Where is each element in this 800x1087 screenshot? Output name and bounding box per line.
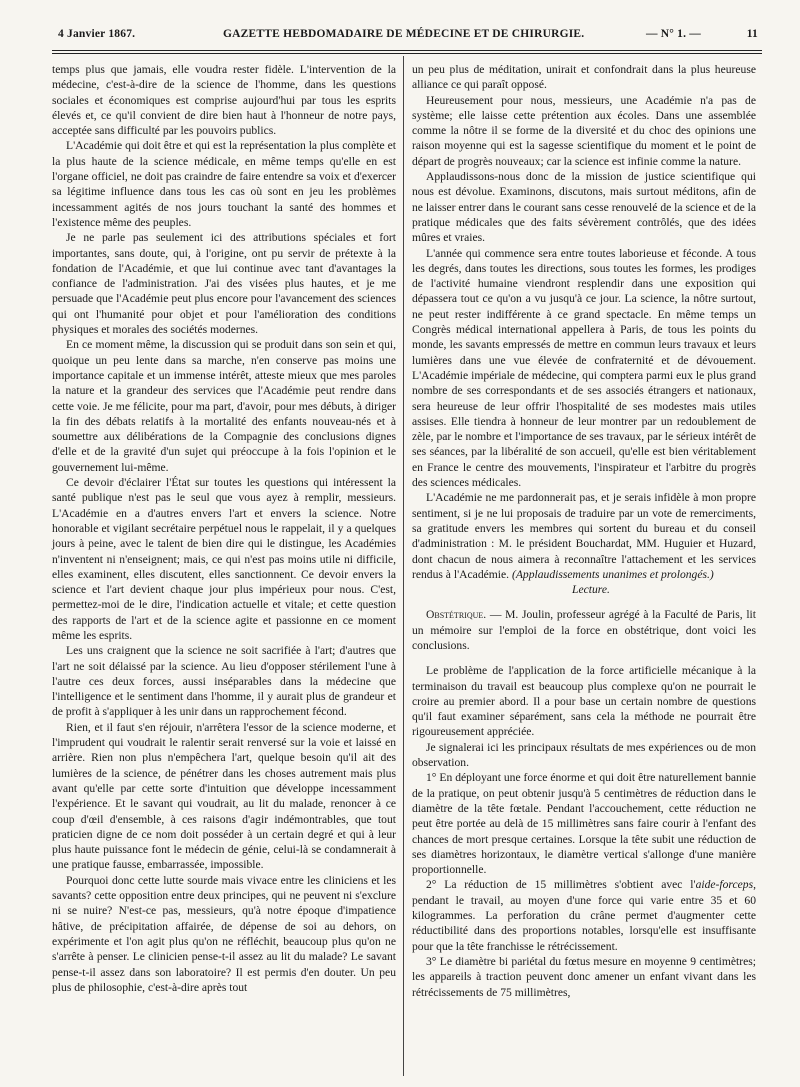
- applause-note: (Applaudissements unanimes et prolongés.): [511, 567, 714, 581]
- header-title: GAZETTE HEBDOMADAIRE DE MÉDECINE ET DE CHIRURGIE.: [223, 28, 585, 40]
- left-column: [52, 62, 396, 995]
- paragraph: [412, 877, 756, 953]
- paragraph: L'année qui commence sera entre toutes laborieuse et féconde. A tous les degrés, dans toutes les directions, sous toutes les formes, les prodiges de l'activité humaine viendront resplendir dans une exposition qui dépassera tout ce qu'on a vu jusqu'à ce jour. La science, la nôtre surtout, ne peut rester indifférente à ce grand spectacle. En même temps un Congrès médical international appellera à Paris, de tous les points du monde, les savants empressés de mettre en commun leurs travaux et leurs lumières dans une vue élevée de confraternité et de dévouement. L'Académie impériale de médecine, qui comptera parmi eux le plus grand nombre de ses correspondants et de ses associés étrangers et nationaux, sera heureuse de leur offrir l'hospitalité de ses modestes mais utiles assises. Elle tiendra à honneur de leur montrer par un redoublement de zèle, par le nombre et l'importance de ses travaux, par le sérieux intérêt de ses séances, par la libéralité de son accueil, qu'elle est bien véritablement en France le centre des mouvements, l'inspirateur et l'arbitre du progrès des sciences médicales.: [412, 246, 756, 490]
- paragraph: un peu plus de méditation, unirait et confondrait dans la plus heureuse alliance ce qui paraît opposé.: [412, 63, 756, 92]
- running-header: [58, 28, 758, 48]
- paragraph: [412, 490, 756, 582]
- section-heading: Lecture.: [572, 583, 610, 597]
- header-rule-bottom: [52, 53, 762, 54]
- italic-term: aide-forceps: [695, 878, 754, 892]
- header-page-number: 11: [746, 28, 758, 40]
- paragraph: Je signalerai ici les principaux résultats de mes expériences ou de mon observation.: [412, 740, 756, 770]
- paragraph-text: — M. Joulin, professeur agrégé à la Faculté de Paris, lit un mémoire sur l'emploi de la force en obstétrique, dont voici les conclusions.: [412, 608, 756, 652]
- paragraph: Rien, et il faut s'en réjouir, n'arrêtera l'essor de la science moderne, et l'imprudent qui voudrait le ralentir serait renversé sur la voie et laissé en arrière. Rien non plus n'empêchera l'art, quelque besoin qu'il ait des lumières de la science, de pénétrer dans les choses autrement mais plus avant qu'elle par cette sorte d'intuition que développe incessamment l'expérience. Et le savant qui voudrait, au lit du malade, renoncer à ce coup d'œil d'ensemble, à ces raisons d'agir indémontrables, que tout praticien digne de ce nom doit posséder à un certain degré et qui à leur plus haute puissance font le médecin de génie, celui-là se condamnerait à une pratique fausse, embarrassée, impossible.: [52, 720, 396, 872]
- paragraph: 1° En déployant une force énorme et qui doit être naturellement bannie de la pratique, on peut obtenir jusqu'à 5 centimètres de réduction dans le diamètre de la tête fœtale. Pendant l'accouchement, cette réduction ne peut être portée au delà de 15 millimètres sans faire courir à l'enfant des chances de mort presque certaines. Lorsque la tête subit une réduction de ses diamètres horizontaux, le diamètre vertical s'allonge d'une manière proportionnelle.: [412, 771, 756, 877]
- paragraph: 3° Le diamètre bi pariétal du fœtus mesure en moyenne 9 centimètres; les appareils à traction peuvent donc amener un enfant vivant dans les rétrécissements de 75 millimètres,: [412, 954, 756, 999]
- paragraph: Ce devoir d'éclairer l'État sur toutes les questions qui intéressent la santé publique n'est pas le seul que vous ayez à remplir, messieurs. L'Académie en a d'autres envers l'art et envers la science. Notre honorable et vigilant secrétaire perpétuel nous le rappelait, il y a quelques jours à peine, avec le talent de bien dire qui le distingue, les Académies n'inventent ni n'enseignent; mais, ce qui n'est pas moins utile ni difficile, elles examinent, elles discutent, elles sanctionnent. Ce devoir envers la science et l'art devient chaque jour plus impérieux pour nous. C'est, permettez-moi de le dire, l'indication actuelle et vitale; et cette question des rapports de l'art et de la science agite et passionne en ce moment même les esprits.: [52, 476, 396, 642]
- rubric-label: Obstétrique.: [426, 608, 487, 622]
- paragraph: Le problème de l'application de la force artificielle mécanique à la terminaison du travail est beaucoup plus complexe qu'on ne pourrait le croire au premier abord. Il a pour base un certain nombre de questions qu'il faut examiner séparément, sans cela la méthode ne pourrait être rigoureusement appréciée.: [412, 664, 756, 739]
- paragraph-text: , pendant le travail, au moyen d'une force qui varie entre 35 et 60 kilogrammes. La perforation du crâne permet d'augmenter cette réductibilité dans des proportions notables, lorsqu'elle est insuffisante pour que la tête franchisse le rétrécissement.: [412, 878, 756, 953]
- paragraph: Heureusement pour nous, messieurs, une Académie n'a pas de système; elle laisse cette prétention aux écoles. Dans une assemblée comme la nôtre il se forme de la diversité et du choc des opinions une raison moyenne qui est la sagesse scientifique du moment et le point de départ de progrès nouveaux; car la science est infinie comme la nature.: [412, 93, 756, 168]
- paragraph: Pourquoi donc cette lutte sourde mais vivace entre les cliniciens et les savants? cette opposition entre deux principes, qui ne peuvent ni s'exclure ni se nuire? N'est-ce pas, messieurs, qu'à notre époque d'impatience hâtive, de précipitation affairée, de dépense de soi au dehors, on expérimente et l'on agit plus qu'on ne réfléchit, beaucoup plus qu'on ne s'arrête à penser. Le clinicien pense-t-il assez au lit du malade? Le savant pense-t-il assez dans son laboratoire? Il est permis d'en douter. Un peu plus de philosophie, c'est-à-dire après tout: [52, 873, 396, 994]
- paragraph: En ce moment même, la discussion qui se produit dans son sein et qui, quoique un peu lente dans sa marche, n'en conserve pas moins une importance capitale et un immense intérêt, atteste mieux que mes paroles la nature et la grandeur des services que l'Académie peut rendre dans cette voie. Je me félicite, pour ma part, d'avoir, pour mes débuts, à diriger la fin des débats relatifs à la mortalité des enfants nouveau-nés et à soumettre aux délibérations de la Compagnie des conclusions dignes d'elle et de la gravité d'un sujet qui préoccupe à la fois l'opinion et le gouvernement lui-même.: [52, 338, 396, 474]
- paragraph: [412, 607, 756, 653]
- column-divider: [403, 56, 404, 1076]
- header-rule-top: [52, 50, 762, 51]
- paragraph: L'Académie qui doit être et qui est la représentation la plus complète et la plus haute de la science médicale, en même temps qu'elle en est l'organe officiel, ne doit pas craindre de faire entendre sa voix et d'exercer sa légitime influence dans tous les cas où sont en jeu les problèmes incessamment agités de nos jours touchant la santé des hommes et l'existence même des peuples.: [52, 139, 396, 229]
- paragraph: Je ne parle pas seulement ici des attributions spéciales et fort importantes, sans doute, qui, à l'origine, ont pu servir de prétexte à la fondation de l'Académie, et que lui continue avec tant d'avantages la confiance de l'administration. J'ai des visées plus hautes, et je me persuade que l'Académie peut plus encore pour l'avancement des sciences qui ont l'humanité pour objet et pour l'amélioration des conditions physiques et morales des sociétés modernes.: [52, 231, 396, 337]
- header-issue-number: — N° 1. —: [646, 28, 701, 40]
- paragraph-text: L'Académie ne me pardonnerait pas, et je serais infidèle à mon propre sentiment, si je ne lui proposais de traduire par un vote de remerciments, sa gratitude envers les membres qui sortent du bureau et du conseil d'administration : M. le président Bouchardat, MM. Huguier et Huzard, dont chacun de nous aimera à reconnaître l'attachement et les services rendus à l'Académie.: [412, 491, 756, 581]
- header-date: 4 Janvier 1867.: [58, 28, 136, 40]
- paragraph: Les uns craignent que la science ne soit sacrifiée à l'art; d'autres que l'art ne soit délaissé par la science. Au lieu d'opposer stérilement l'une à l'autre ces deux forces, aussi inséparables dans la médecine que l'intelligence et le sentiment dans l'homme, il y aurait plus de grandeur et de profit à s'appliquer à les unir dans un rapprochement fécond.: [52, 644, 396, 719]
- paragraph: temps plus que jamais, elle voudra rester fidèle. L'intervention de la médecine, c'est-à-dire de la science de l'homme, dans les questions sociales et économiques est comprise aujourd'hui par tous les esprits élevés et, ce qu'il convient de dire bien haut à l'honneur de notre pays, acceptée sans difficulté par les pouvoirs publics.: [52, 63, 396, 138]
- paragraph: Applaudissons-nous donc de la mission de justice scientifique qui nous est dévolue. Examinons, discutons, mais surtout méditons, afin de ne laisser entrer dans le courant sans cesse renouvelé de la science et de la pratique médicales que des faits sévèrement contrôlés, que des idées mûres et vraies.: [412, 170, 756, 245]
- paragraph-text: 2° La réduction de 15 millimètres s'obtient avec l': [426, 878, 696, 892]
- right-column: [412, 62, 756, 1000]
